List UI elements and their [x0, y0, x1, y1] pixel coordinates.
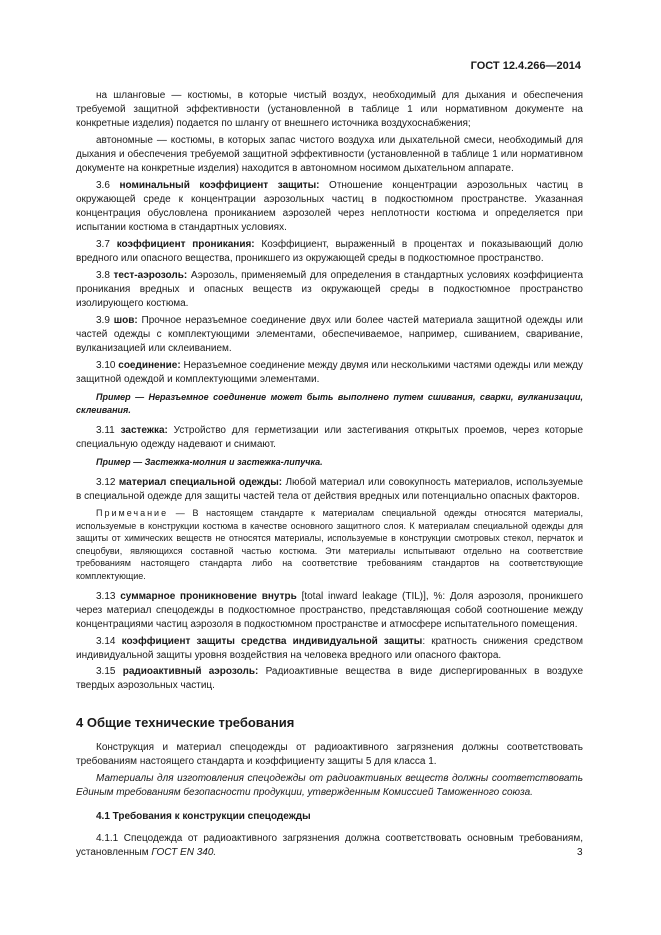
section-4-paragraph-2: Материалы для изготовления спецодежды от радиоактивных веществ должны соответствовать Единым требованиям безопасности продукции, утвержденным Комиссией Таможенного союза.: [76, 772, 583, 798]
clause-3-10: [76, 359, 583, 387]
note-materials: [76, 507, 583, 583]
clause-3-6: [76, 179, 583, 235]
section-4-paragraph-1: Конструкция и материал спецодежды от радиоактивного загрязнения должны соответствовать требованиям настоящего стандарта и коэффициенту защиты 5 для класса 1.: [76, 741, 583, 767]
clause-term: застежка:: [120, 425, 168, 436]
clause-term: коэффициент защиты средства индивидуальной защиты: [121, 635, 423, 647]
example-fastener: Пример — Застежка-молния и застежка-липучка.: [96, 457, 323, 467]
clause-text: Устройство для герметизации или застегивания открытых проемов, через которые специальную одежду надевают и снимают.: [76, 425, 584, 450]
clause-text: 4.1.1 Спецодежда от радиоактивного загрязнения должна соответствовать основным требованиям, установленным: [76, 832, 583, 858]
section-4-heading: 4 Общие технические требования: [76, 714, 295, 730]
paragraph-hose-suits: на шланговые — костюмы, в которые чистый воздух, необходимый для дыхания и обеспечения требуемой защитной эффективности (установленной в таблице 1 или нормативном документе на конкретные изделия) подается по шлангу от внешнего источника воздухоснабжения;: [76, 90, 583, 129]
clause-text: Любой материал или совокупность материалов, используемые в специальной одежде для защиты частей тела от действия вредных или потенциально опасных факторов.: [76, 477, 584, 502]
clause-3-7: [76, 238, 583, 266]
clause-3-14: [76, 635, 583, 663]
standard-reference: ГОСТ EN 340.: [151, 846, 217, 858]
clause-text: Коэффициент, выраженный в процентах и показывающий долю вредного или опасного вещества, проникшего из окружающей среды в подкостюмное пространство.: [76, 239, 584, 264]
clause-term: материал специальной одежды:: [118, 477, 283, 488]
clause-term: номинальный коэффициент защиты:: [119, 180, 320, 191]
clause-3-11: [76, 424, 583, 452]
clause-number: 3.14: [96, 635, 116, 647]
page-number: 3: [577, 847, 583, 858]
clause-number: 3.11: [96, 425, 115, 436]
clause-number: 3.10: [96, 360, 116, 371]
subsection-4-1-heading: 4.1 Требования к конструкции спецодежды: [96, 810, 311, 822]
document-body: [76, 89, 583, 863]
clause-number: 3.12: [96, 477, 116, 488]
clause-3-9: [76, 314, 583, 356]
clause-3-15: [76, 665, 583, 693]
clause-text: Отношение концентрации аэрозольных частиц в окружающей среде к концентрации аэрозольных частиц в подкостюмном пространстве. Указанная концентрация обусловлена прониканием аэрозолей через неплотности костюма и определяется при испытании костюма в стандартных условиях.: [76, 180, 584, 233]
note-text: — В настоящем стандарте к материалам специальной одежды относятся материалы, используемые в конструкции костюма в качестве основного защитного слоя. К материалам специальной одежды для защиты от химических веществ не относятся материалы, используемые в конструкции смотровых стекол, перчаток и спецобуви, являющихся составной частью костюма. Эти материалы испытывают отдельно на соответствие требованиям настоящего стандарта либо на соответствие требованиям стандартов на соответствующие комплектующие.: [76, 508, 583, 581]
clause-text: Прочное неразъемное соединение двух или более частей материала защитной одежды или частей одежды с комплектующими элементами, обеспечиваемое, например, сшиванием, сваривание, вулканизацией или склеиванием.: [76, 315, 584, 354]
clause-term: соединение:: [118, 360, 181, 371]
clause-number: 3.7: [96, 239, 110, 250]
example-joint: Пример — Неразъемное соединение может быть выполнено путем сшивания, сварки, вулканизации, склеивания.: [76, 392, 583, 415]
clause-text: [total inward leakage (TIL)], %: Доля аэрозоля, проникшего через материал спецодежды в подкостюмное пространство, представляющая собой соотношение между концентрациями частиц аэрозоля в подкостюмном пространстве и атмосфере испытательного помещения.: [76, 590, 584, 630]
paragraph-autonomous-suits: автономные — костюмы, в которых запас чистого воздуха или дыхательной смеси, необходимый для дыхания и обеспечения требуемой защитной эффективности (установленной в таблице 1 или нормативном документе на конкретные изделия) находится в автономном носимом дыхательном аппарате.: [76, 135, 583, 174]
clause-term: радиоактивный аэрозоль:: [122, 665, 259, 677]
clause-3-13: [76, 590, 583, 632]
clause-number: 3.8: [96, 270, 110, 281]
clause-3-8: [76, 269, 583, 311]
note-label: Примечание: [96, 508, 169, 518]
clause-term: тест-аэрозоль:: [113, 270, 188, 281]
clause-term: коэффициент проникания:: [116, 239, 255, 250]
clause-number: 3.9: [96, 315, 110, 326]
clause-number: 3.13: [96, 590, 116, 602]
clause-text: Неразъемное соединение между двумя или несколькими частями одежды или между защитной одеждой и комплектующими элементами.: [76, 360, 584, 385]
clause-text: Радиоактивные вещества в виде диспергированных в воздухе твердых аэрозольных частиц.: [76, 665, 584, 691]
clause-term: шов:: [113, 315, 138, 326]
clause-number: 3.6: [96, 180, 110, 191]
clause-number: 3.15: [96, 665, 116, 677]
document-header-id: ГОСТ 12.4.266—2014: [470, 60, 581, 72]
clause-3-12: [76, 476, 583, 504]
clause-text: : кратность снижения средством индивидуальной защиты уровня воздействия на человека вредного или опасного фактора.: [76, 635, 584, 661]
clause-text: Аэрозоль, применяемый для определения в стандартных условиях коэффициента проникания вредных и опасных веществ из окружающей среды в подкостюмное пространство изолирующего костюма.: [76, 270, 584, 309]
clause-4-1-1: [76, 832, 583, 860]
clause-term: суммарное проникновение внутрь: [120, 590, 297, 602]
